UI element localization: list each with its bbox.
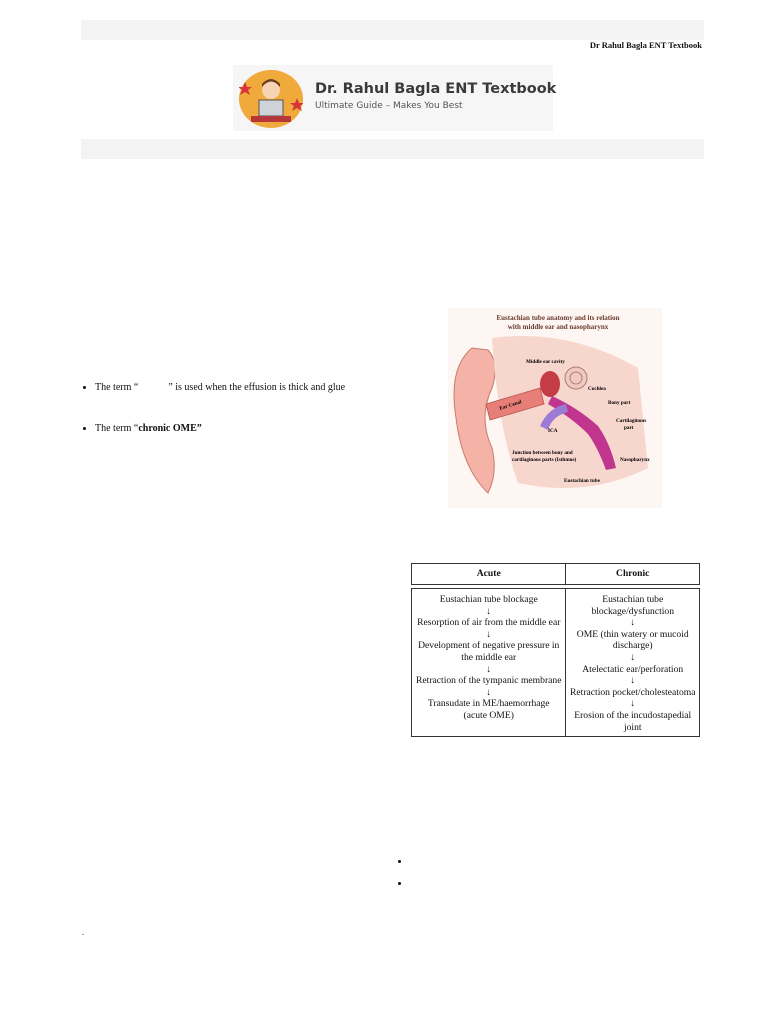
down-arrow-icon: ↓ [486,628,492,640]
header-band [81,20,704,40]
down-arrow-icon: ↓ [630,651,636,663]
logo-tagline: Ultimate Guide – Makes You Best [315,101,463,111]
bullet-list-chronic [82,423,202,434]
header-title: Dr Rahul Bagla ENT Textbook [589,40,702,50]
chronic-cell [566,589,700,737]
acute-step: Transudate in ME/haemorrhage (acute OME) [427,698,550,721]
logo-banner [233,65,557,131]
down-arrow-icon: ↓ [630,698,636,710]
table-row [412,589,700,737]
label-ica: ICA [548,428,558,434]
chronic-step: Erosion of the incudostapedial joint [574,709,692,733]
label-junction-1: Junction between bony and [512,450,573,456]
label-cochlea: Cochlea [588,386,606,392]
logo-title: Dr. Rahul Bagla ENT Textbook [315,81,557,97]
table-header-acute: Acute [412,564,566,585]
bullet-glue-ear: • The term “ ” is used when the effusion is thick and glue [95,382,345,393]
empty-bullet-list [397,856,410,900]
chronic-step: Atelectatic ear/perforation [582,663,684,675]
label-eustachian-tube: Eustachian tube [564,478,600,484]
chronic-step: Eustachian tube blockage/dysfunction [591,594,675,617]
acute-vs-chronic-table [411,563,700,737]
label-junction-2: cartilaginous parts (Isthmus) [512,457,577,463]
acute-cell [412,589,566,737]
footer-dot: . [82,928,84,937]
label-nasopharynx: Nasopharynx [620,457,650,463]
table-header-row [412,564,700,585]
acute-step: Retraction of the tympanic membrane [416,675,562,687]
down-arrow-icon: ↓ [486,686,492,698]
down-arrow-icon: ↓ [630,617,636,629]
chronic-step: Retraction pocket/cholesteatoma [570,686,696,698]
label-bony: Bony part [608,400,631,406]
figure-title-line1: Eustachian tube anatomy and its relation [496,314,620,322]
bullet-list-glue [82,382,345,393]
label-cartilaginous-2: part [624,425,634,431]
down-arrow-icon: ↓ [486,605,492,617]
logo-emblem-icon [239,70,303,128]
label-middle-ear: Middle ear cavity [526,359,565,365]
down-arrow-icon: ↓ [630,675,636,687]
table-header-chronic: Chronic [566,564,700,585]
figure-title-line2: with middle ear and nasopharynx [507,323,609,331]
chronic-step: OME (thin watery or mucoid discharge) [576,628,689,652]
label-cartilaginous-1: Cartilaginous [616,418,647,424]
eustachian-tube-figure [448,308,662,508]
label-ear-canal: Ear Canal [498,399,523,412]
divider-band [81,139,704,159]
acute-step: Development of negative pressure in the middle ear [418,640,560,663]
down-arrow-icon: ↓ [486,663,492,675]
acute-step: Resorption of air from the middle ear [417,617,561,629]
acute-step: Eustachian tube blockage [439,594,538,605]
bullet-chronic-ome: • The term “chronic OME” [95,423,202,434]
